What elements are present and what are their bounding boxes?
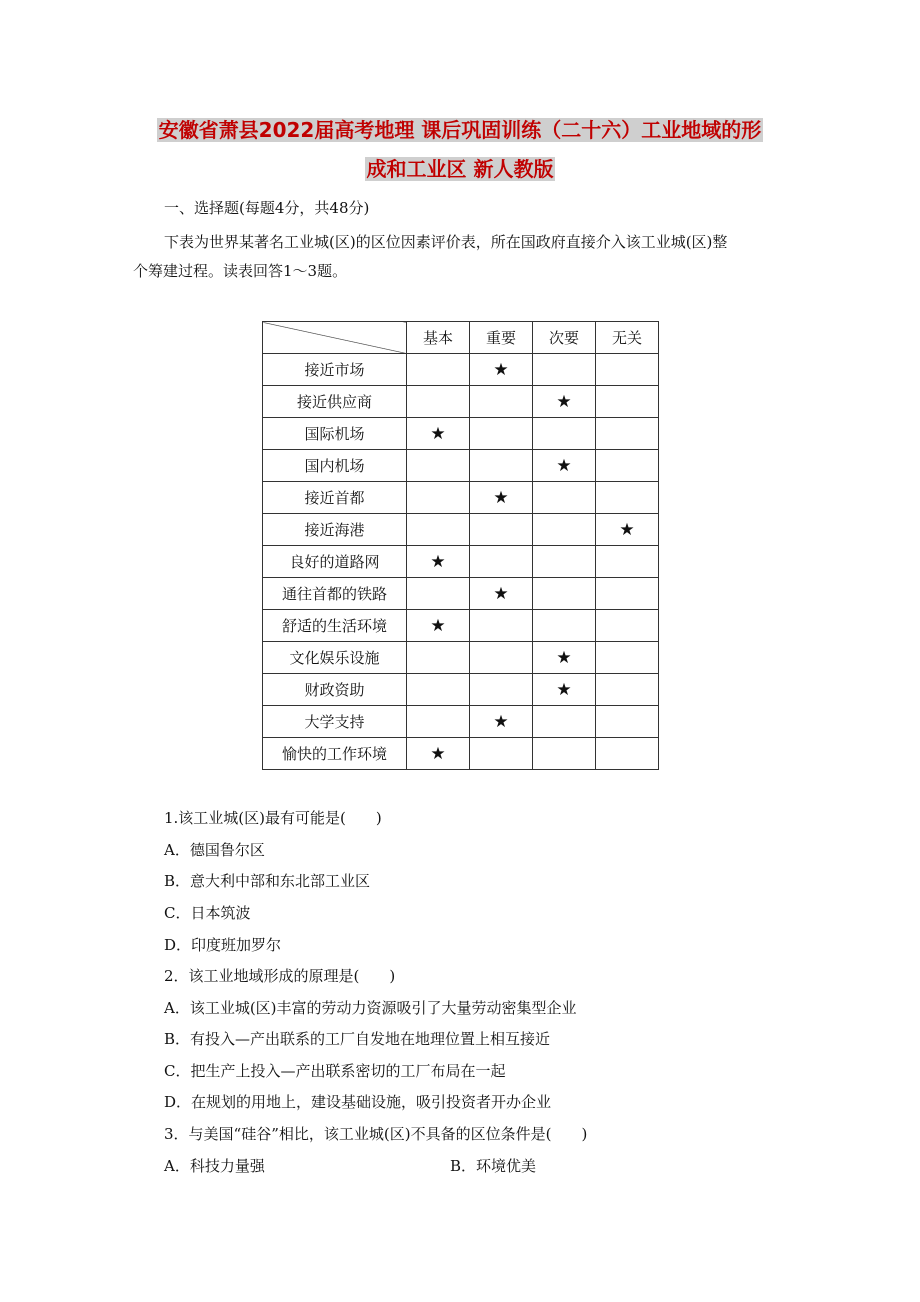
question-2-option-a: A．该工业城(区)丰富的劳动力资源吸引了大量劳动密集型企业: [164, 999, 577, 1017]
rating-star: [407, 418, 470, 450]
question-2-stem: 2．该工业地域形成的原理是( ): [164, 967, 396, 985]
star-icon: ★: [556, 647, 572, 668]
question-2-option-c: C．把生产上投入—产出联系密切的工厂布局在一起: [164, 1062, 506, 1080]
table-row: [263, 514, 659, 546]
empty-cell: [533, 354, 596, 386]
empty-cell: [407, 450, 470, 482]
empty-cell: [407, 386, 470, 418]
empty-cell: [596, 450, 659, 482]
table-row: [263, 546, 659, 578]
question-1-option-d: D．印度班加罗尔: [164, 936, 282, 954]
star-icon: ★: [493, 359, 509, 380]
factor-label: 通往首都的铁路: [263, 578, 407, 610]
star-icon: ★: [430, 743, 446, 764]
factor-label: 良好的道路网: [263, 546, 407, 578]
question-2-option-b: B．有投入—产出联系的工厂自发地在地理位置上相互接近: [164, 1030, 551, 1048]
table-row: [263, 642, 659, 674]
factor-label: 大学支持: [263, 706, 407, 738]
empty-cell: [470, 386, 533, 418]
rating-star: [533, 642, 596, 674]
empty-cell: [596, 610, 659, 642]
table-row: [263, 418, 659, 450]
question-3-option-a: A．科技力量强: [164, 1157, 265, 1175]
question-1-option-c: C．日本筑波: [164, 904, 251, 922]
empty-cell: [533, 578, 596, 610]
rating-star: [533, 450, 596, 482]
empty-cell: [533, 610, 596, 642]
header-irrelevant: 无关: [596, 322, 659, 354]
empty-cell: [407, 578, 470, 610]
question-1-option-a: A．德国鲁尔区: [164, 841, 265, 859]
empty-cell: [407, 674, 470, 706]
empty-cell: [470, 514, 533, 546]
header-secondary: 次要: [533, 322, 596, 354]
table-row: [263, 706, 659, 738]
table-row: [263, 738, 659, 770]
empty-cell: [407, 354, 470, 386]
factor-label: 愉快的工作环境: [263, 738, 407, 770]
star-icon: ★: [430, 423, 446, 444]
intro-line-2: 个筹建过程。读表回答1～3题。: [133, 262, 348, 280]
empty-cell: [533, 738, 596, 770]
section-heading: 一、选择题(每题4分，共48分): [164, 199, 370, 217]
factor-label: 国内机场: [263, 450, 407, 482]
empty-cell: [470, 610, 533, 642]
rating-star: [470, 354, 533, 386]
empty-cell: [596, 578, 659, 610]
header-important: 重要: [470, 322, 533, 354]
rating-star: [596, 514, 659, 546]
factor-label: 舒适的生活环境: [263, 610, 407, 642]
doc-title-line-2: 成和工业区 新人教版: [366, 157, 554, 181]
rating-star: [470, 706, 533, 738]
rating-star: [407, 610, 470, 642]
location-factor-table: [262, 321, 659, 770]
factor-label: 接近市场: [263, 354, 407, 386]
empty-cell: [596, 386, 659, 418]
empty-cell: [596, 738, 659, 770]
empty-cell: [407, 482, 470, 514]
factor-label: 接近海港: [263, 514, 407, 546]
factor-label: 接近首都: [263, 482, 407, 514]
table-row: [263, 354, 659, 386]
star-icon: ★: [493, 487, 509, 508]
empty-cell: [596, 546, 659, 578]
empty-cell: [470, 674, 533, 706]
factor-label: 财政资助: [263, 674, 407, 706]
rating-star: [533, 674, 596, 706]
table-row: [263, 386, 659, 418]
empty-cell: [470, 546, 533, 578]
empty-cell: [470, 418, 533, 450]
empty-cell: [470, 450, 533, 482]
question-3-stem: 3．与美国“硅谷”相比，该工业城(区)不具备的区位条件是( ): [164, 1125, 588, 1143]
question-2-option-d: D．在规划的用地上，建设基础设施，吸引投资者开办企业: [164, 1093, 552, 1111]
star-icon: ★: [430, 551, 446, 572]
empty-cell: [596, 674, 659, 706]
star-icon: ★: [619, 519, 635, 540]
star-icon: ★: [556, 455, 572, 476]
factor-label: 国际机场: [263, 418, 407, 450]
empty-cell: [407, 706, 470, 738]
empty-cell: [596, 418, 659, 450]
empty-cell: [533, 546, 596, 578]
rating-star: [470, 578, 533, 610]
factor-label: 接近供应商: [263, 386, 407, 418]
doc-title-line-1: 安徽省萧县2022届高考地理 课后巩固训练（二十六）工业地域的形: [158, 118, 762, 142]
rating-star: [407, 546, 470, 578]
rating-star: [470, 482, 533, 514]
table-header-row: [263, 322, 659, 354]
empty-cell: [596, 482, 659, 514]
empty-cell: [407, 642, 470, 674]
rating-star: [407, 738, 470, 770]
rating-star: [533, 386, 596, 418]
empty-cell: [596, 706, 659, 738]
empty-cell: [533, 514, 596, 546]
table-row: [263, 482, 659, 514]
intro-line-1: 下表为世界某著名工业城(区)的区位因素评价表，所在国政府直接介入该工业城(区)整: [164, 233, 728, 251]
empty-cell: [533, 706, 596, 738]
empty-cell: [407, 514, 470, 546]
empty-cell: [470, 738, 533, 770]
table-row: [263, 450, 659, 482]
question-1-stem: 1.该工业城(区)最有可能是( ): [164, 809, 382, 827]
empty-cell: [533, 418, 596, 450]
star-icon: ★: [493, 711, 509, 732]
table-row: [263, 610, 659, 642]
question-3-option-b: B．环境优美: [450, 1157, 537, 1175]
empty-cell: [596, 354, 659, 386]
empty-cell: [533, 482, 596, 514]
header-basic: 基本: [407, 322, 470, 354]
table-row: [263, 674, 659, 706]
star-icon: ★: [556, 391, 572, 412]
star-icon: ★: [556, 679, 572, 700]
question-1-option-b: B．意大利中部和东北部工业区: [164, 872, 371, 890]
table-row: [263, 578, 659, 610]
table-corner-cell: [263, 322, 407, 354]
empty-cell: [470, 642, 533, 674]
empty-cell: [596, 642, 659, 674]
factor-label: 文化娱乐设施: [263, 642, 407, 674]
star-icon: ★: [430, 615, 446, 636]
star-icon: ★: [493, 583, 509, 604]
